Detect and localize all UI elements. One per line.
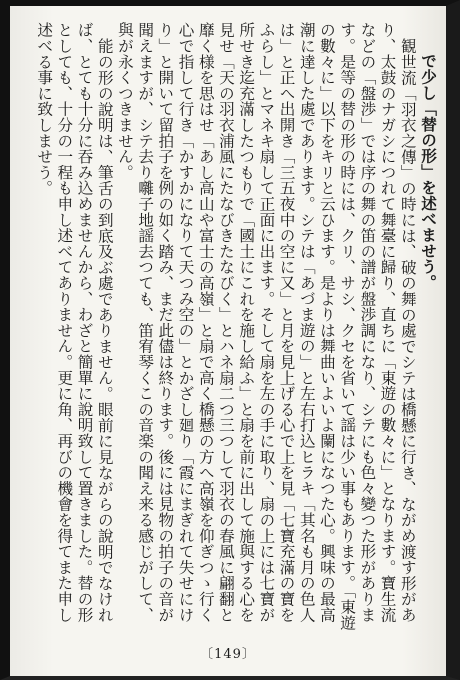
body-paragraph-2: 能の形の說明は、筆舌の到底及ぶ處でありません。眼前に見ながらの說明でなければ、とても十分に吞み込めませんから、わざと簡單に說明致して置きました。替の形としても、十分の一程も申し述べてありません。更に角、再びの機會を得てまた申し述べる事に致しませう。 [35, 22, 114, 623]
heading-paragraph: で少し「替の形」を述べませう。 [419, 53, 438, 291]
vertical-text-block [20, 22, 438, 632]
page-number: 〔149〕 [200, 647, 256, 662]
body-paragraph-1: 観世流「羽衣之傳」の時には、破の舞の處でシテは橋懸に行き、ながめ渡す形があり、太鼓のナガシにつれて舞臺に歸り、直ちに「東遊の數々に」となります。寶生流などの「盤渉」では序の舞の笛の譜が盤渉調になり、シテにも色々變つた形があります。是等の替の形の時には、クリ、サシ、クセを省いて謡は少い事もあります。「東遊の數々に」以下をキリと云ひます。是よりは舞曲いよいよ闌になつた心。興味の最高潮に達した處であります。シテは「あづま遊の」と左右打込ヒラキ「其名も月の色人は」と正へ出開き「三五夜中の空に又」と月を見上げる心で上を見「七寶充滿の寶をふらし」とマネキ扇して正面に出ます。そして扇を左の手に取り、扇の上には七寶が所せき迄充滿したつもりで「國土にこれを施し給ふ」と扇を前に出して施與する心を見せ「天の羽衣浦風にたなびきたなびく」とハネ扇二つ三つして羽衣の春風に翩翻と靡く様を思はせ「あし高山や富士の高嶺」と扇で高く橋懸の方へ高嶺を仰ぎつゝ行く心で指して行き「かすかになりて天つみ空の」とかざし廻り「霞にまぎれて失せにけり」と開いて留拍子を例の如く踏み、まだ此儘は終ります。後には見物の拍子の音が聞えますが、シテ去り囃子地謡去つても、笛宥琴くこの音楽の聞え来る感じがして、與が永くつきません。 [115, 22, 417, 631]
